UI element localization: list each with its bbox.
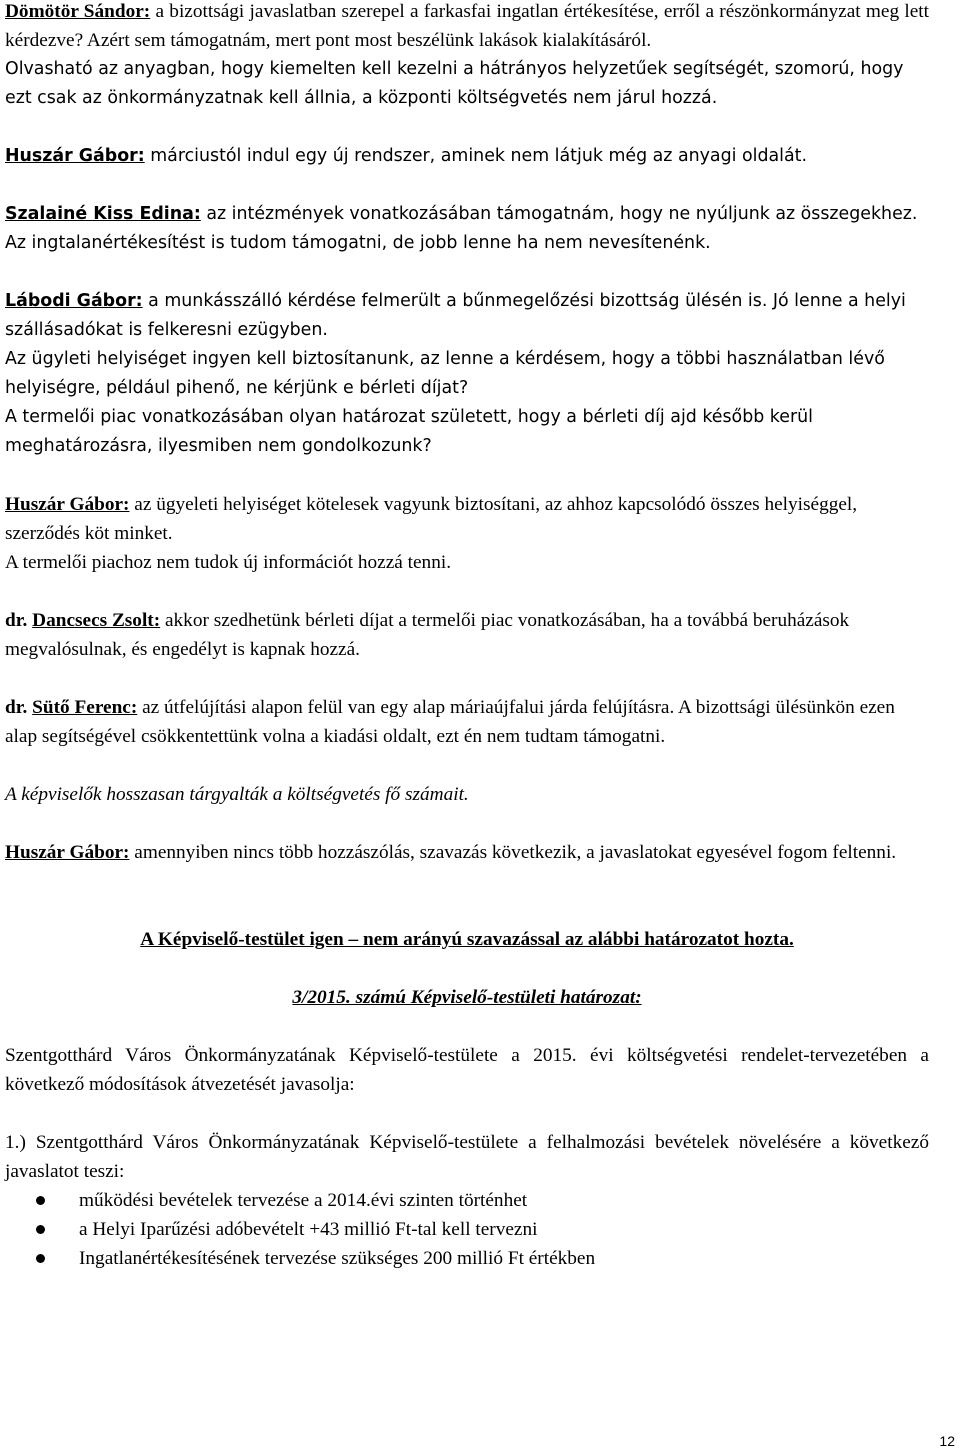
paragraph-huszar-3 (5, 838, 929, 867)
resolution-bullet-list (5, 1186, 929, 1273)
decision-section (5, 925, 929, 1273)
paragraph-dancsecs (5, 606, 929, 664)
paragraph-szalaine (5, 200, 929, 258)
speaker-name: Szalainé Kiss Edina: (5, 204, 201, 224)
speaker-name: Dömötör Sándor: (5, 1, 151, 22)
speech-text: Az ügyleti helyiséget ingyen kell biztosítanunk, az lenne a kérdésem, hogy a többi használatban lévő helyiségre, például pihenő, ne kérjünk e bérleti díjat? (5, 349, 885, 398)
document-page (5, 0, 929, 1273)
paragraph-huszar-1 (5, 142, 929, 171)
list-item: működési bevételek tervezése a 2014.évi szinten történhet (5, 1186, 929, 1215)
speech-text: a munkásszálló kérdése felmerült a bűnmegelőzési bizottság ülésén is. Jó lenne a helyi szállásadókat is felkeresni ezügyben. (5, 291, 906, 340)
speech-text: az ügyeleti helyiséget kötelesek vagyunk biztosítani, az ahhoz kapcsolódó összes helyiséggel, szerződés köt minket. (5, 494, 858, 544)
bullet-icon (36, 1225, 45, 1234)
paragraph-narration (5, 780, 929, 809)
list-item: Ingatlanértékesítésének tervezése szükséges 200 millió Ft értékben (5, 1244, 929, 1273)
speech-text: az útfelújítási alapon felül van egy alap máriaújfalui járda felújításra. A bizottsági ülésünkön ezen alap segítségével csökkentettünk volna a kiadási oldalt, ezt én nem tudtam támogatni. (5, 697, 895, 747)
speaker-name: Huszár Gábor: (5, 842, 130, 863)
speech-text: akkor szedhetünk bérleti díjat a termelői piac vonatkozásában, ha a továbbá beruházások megvalósulnak, és engedélyt is kapnak hozzá. (5, 610, 850, 660)
speaker-name: Huszár Gábor: (5, 146, 145, 166)
speaker-name: Huszár Gábor: (5, 494, 130, 515)
paragraph-domotor (5, 0, 929, 113)
speaker-prefix: dr. (5, 610, 33, 631)
speech-text: amennyiben nincs több hozzászólás, szavazás következik, a javaslatokat egyesével fogom feltenni. (129, 842, 897, 863)
speech-text: Az ingtalanértékesítést is tudom támogatni, de jobb lenne ha nem nevesítenénk. (5, 233, 711, 253)
narration-text: A képviselők hosszasan tárgyalták a költségvetés fő számait. (5, 784, 469, 805)
speech-text: márciustól indul egy új rendszer, aminek nem látjuk még az anyagi oldalát. (144, 146, 807, 166)
bullet-icon (36, 1196, 45, 1205)
resolution-title: 3/2015. számú Képviselő-testületi határozat: (292, 987, 642, 1008)
speaker-name: Lábodi Gábor: (5, 291, 143, 311)
paragraph-labodi (5, 287, 929, 461)
list-item: a Helyi Iparűzési adóbevételt +43 millió Ft-tal kell tervezni (5, 1215, 929, 1244)
bullet-icon (36, 1254, 45, 1263)
speech-text: Olvasható az anyagban, hogy kiemelten kell kezelni a hátrányos helyzetűek segítségét, szomorú, hogy ezt csak az önkormányzatnak kell állnia, a központi költségvetés nem járul hozzá. (5, 59, 904, 108)
decision-title: A Képviselő-testület igen – nem arányú szavazással az alábbi határozatot hozta. (140, 929, 794, 950)
page-number: 12 (939, 1433, 955, 1449)
speaker-name: Sütő Ferenc: (32, 697, 138, 718)
speaker-prefix: dr. (5, 697, 33, 718)
speaker-name: Dancsecs Zsolt: (32, 610, 161, 631)
resolution-intro: Szentgotthárd Város Önkormányzatának Képviselő-testülete a 2015. évi költségvetési rendelet-tervezetében a következő módosítások átvezetését javasolja: (5, 1045, 929, 1095)
paragraph-suto (5, 693, 929, 751)
speech-text: az intézmények vonatkozásában támogatnám, hogy ne nyúljunk az összegekhez. (200, 204, 918, 224)
speech-text: A termelői piac vonatkozásában olyan határozat született, hogy a bérleti díj ajd később kerül meghatározásra, ilyesmiben nem gondolkozunk? (5, 407, 813, 456)
resolution-point-1: 1.) Szentgotthárd Város Önkormányzatának Képviselő-testülete a felhalmozási bevételek növelésére a következő javaslatot teszi: (5, 1132, 929, 1182)
speech-text: a bizottsági javaslatban szerepel a farkasfai ingatlan értékesítése, erről a részönkormányzat meg lett kérdezve? Azért sem támogatnám, mert pont most beszélünk lakások kialakításáról. (5, 1, 929, 51)
paragraph-huszar-2 (5, 490, 929, 577)
speech-text: A termelői piachoz nem tudok új információt hozzá tenni. (5, 552, 452, 573)
